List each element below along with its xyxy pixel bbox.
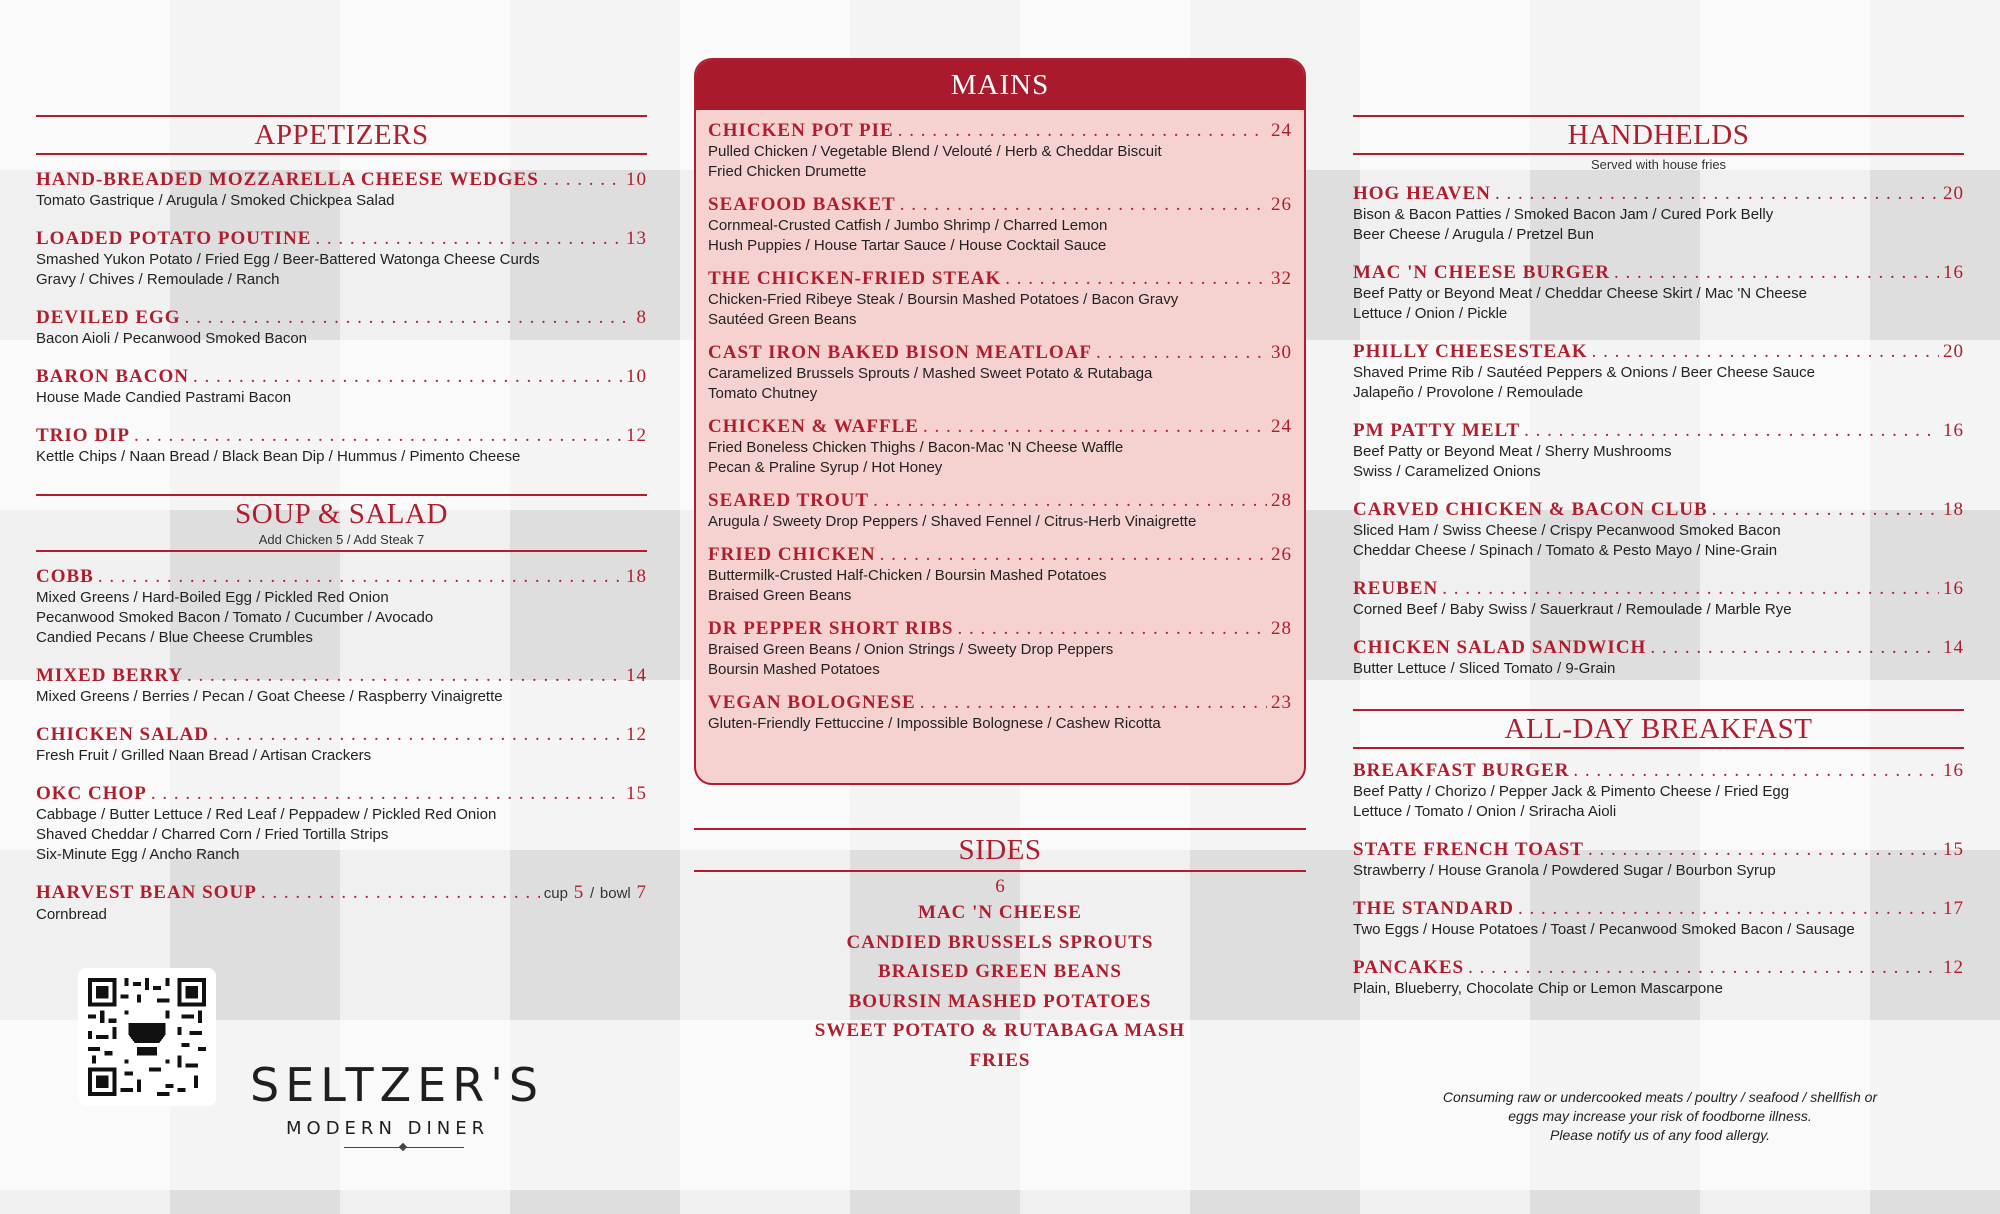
menu-item — [36, 307, 647, 349]
dot-leader — [185, 307, 633, 329]
item-name: CAST IRON BAKED BISON MEATLOAF — [708, 342, 1093, 363]
sides-header — [694, 828, 1306, 872]
dot-leader — [1712, 499, 1939, 521]
side-item: SWEET POTATO & RUTABAGA MASH — [814, 1020, 1186, 1041]
sides-title: SIDES — [958, 834, 1042, 866]
item-desc: Braised Green Beans / Onion Strings / Sweety Drop Peppers — [708, 641, 1114, 658]
item-desc: Cornbread — [36, 906, 107, 923]
item-desc: Candied Pecans / Blue Cheese Crumbles — [36, 629, 313, 646]
side-item: BOURSIN MASHED POTATOES — [848, 990, 1152, 1012]
item-name: HARVEST BEAN SOUP — [36, 882, 257, 903]
item-price — [544, 882, 647, 905]
disclaimer-line: Please notify us of any food allergy. — [1550, 1127, 1770, 1143]
qr-code-icon — [88, 978, 206, 1096]
menu-item — [1353, 499, 1964, 561]
dot-leader — [315, 228, 622, 250]
cup-label: cup — [543, 885, 568, 902]
item-desc: Bacon Aioli / Pecanwood Smoked Bacon — [36, 330, 308, 347]
menu-item — [1353, 420, 1964, 482]
menu-item — [36, 366, 647, 408]
logo-name: SELTZER'S — [250, 1058, 545, 1112]
item-desc: Caramelized Brussels Sprouts / Mashed Sweet Potato & Rutabaga — [708, 365, 1153, 382]
item-price: 10 — [626, 366, 647, 387]
dot-leader — [1588, 839, 1939, 861]
item-name: HAND-BREADED MOZZARELLA CHEESE WEDGES — [36, 169, 539, 190]
item-desc: Hush Puppies / House Tartar Sauce / House Cocktail Sauce — [708, 237, 1107, 254]
item-desc: Shaved Prime Rib / Sautéed Peppers & Onions / Beer Cheese Sauce — [1353, 364, 1815, 381]
item-desc: Braised Green Beans — [708, 587, 852, 604]
dot-leader — [543, 169, 622, 191]
item-desc: Boursin Mashed Potatoes — [708, 661, 880, 678]
menu-item — [1353, 262, 1964, 324]
side-item: MAC 'N CHEESE — [918, 902, 1082, 923]
item-desc: Pecan & Praline Syrup / Hot Honey — [708, 459, 943, 476]
item-desc: Bison & Bacon Patties / Smoked Bacon Jam / Cured Pork Belly — [1353, 206, 1774, 223]
item-name: CHICKEN POT PIE — [708, 120, 894, 141]
item-price: 20 — [1943, 341, 1964, 362]
dot-leader — [1518, 898, 1939, 920]
item-desc: Mixed Greens / Hard-Boiled Egg / Pickled Red Onion — [36, 589, 389, 606]
item-price: 28 — [1271, 490, 1292, 511]
menu-item — [708, 342, 1292, 404]
item-name: BARON BACON — [36, 366, 189, 387]
item-price: 26 — [1271, 544, 1292, 565]
item-name: DEVILED EGG — [36, 307, 181, 328]
breakfast-title: ALL-DAY BREAKFAST — [1504, 713, 1813, 745]
dot-leader — [898, 120, 1267, 142]
left-column — [36, 0, 647, 925]
item-desc: Strawberry / House Granola / Powdered Sugar / Bourbon Syrup — [1353, 862, 1776, 879]
cup-price: 5 — [573, 882, 585, 903]
dot-leader — [1650, 637, 1939, 659]
item-desc: Plain, Blueberry, Chocolate Chip or Lemon Mascarpone — [1353, 980, 1723, 997]
menu-item — [36, 228, 647, 290]
item-desc: Beer Cheese / Arugula / Pretzel Bun — [1353, 226, 1594, 243]
item-desc: Cornmeal-Crusted Catfish / Jumbo Shrimp / Charred Lemon — [708, 217, 1108, 234]
item-price: 12 — [1943, 957, 1964, 978]
handhelds-title: HANDHELDS — [1567, 119, 1750, 151]
sides-price: 6 — [995, 876, 1005, 897]
item-name: CHICKEN SALAD SANDWICH — [1353, 637, 1647, 658]
menu-item — [1353, 578, 1964, 620]
item-price: 13 — [626, 228, 647, 249]
dot-leader — [261, 882, 540, 904]
item-price: 16 — [1943, 760, 1964, 781]
menu-item — [1353, 898, 1964, 940]
item-desc: Swiss / Caramelized Onions — [1353, 463, 1541, 480]
item-desc: Gravy / Chives / Remoulade / Ranch — [36, 271, 280, 288]
menu-item — [36, 425, 647, 467]
menu-item — [708, 544, 1292, 606]
dot-leader — [880, 544, 1267, 566]
item-desc: Six-Minute Egg / Ancho Ranch — [36, 846, 240, 863]
dot-leader — [213, 724, 622, 746]
mains-list — [696, 120, 1304, 734]
item-desc: Corned Beef / Baby Swiss / Sauerkraut / Remoulade / Marble Rye — [1353, 601, 1792, 618]
handhelds-list — [1353, 183, 1964, 679]
item-desc: Beef Patty or Beyond Meat / Cheddar Cheese Skirt / Mac 'N Cheese — [1353, 285, 1807, 302]
food-safety-disclaimer — [1400, 1088, 1920, 1145]
menu-item — [36, 566, 647, 648]
item-price: 8 — [636, 307, 647, 328]
item-desc: Sautéed Green Beans — [708, 311, 857, 328]
item-price: 24 — [1271, 120, 1292, 141]
menu-item — [36, 783, 647, 865]
item-name: SEARED TROUT — [708, 490, 870, 511]
item-price: 26 — [1271, 194, 1292, 215]
item-price: 24 — [1271, 416, 1292, 437]
item-name: CHICKEN & WAFFLE — [708, 416, 919, 437]
item-name: PM PATTY MELT — [1353, 420, 1521, 441]
item-price: 17 — [1943, 898, 1964, 919]
item-price: 15 — [626, 783, 647, 804]
menu-item — [708, 268, 1292, 330]
disclaimer-line: eggs may increase your risk of foodborne illness. — [1508, 1108, 1812, 1124]
brand-logo — [250, 1060, 550, 1148]
item-price: 10 — [626, 169, 647, 190]
item-price: 20 — [1943, 183, 1964, 204]
dot-leader — [1592, 341, 1939, 363]
dot-leader — [1495, 183, 1939, 205]
item-desc: Fried Boneless Chicken Thighs / Bacon-Mac 'N Cheese Waffle — [708, 439, 1124, 456]
dot-leader — [957, 618, 1267, 640]
item-desc: Pulled Chicken / Vegetable Blend / Velouté / Herb & Cheddar Biscuit — [708, 143, 1162, 160]
item-desc: Cheddar Cheese / Spinach / Tomato & Pesto Mayo / Nine-Grain — [1353, 542, 1778, 559]
item-desc: Lettuce / Tomato / Onion / Sriracha Aioli — [1353, 803, 1617, 820]
item-name: VEGAN BOLOGNESE — [708, 692, 916, 713]
item-desc: Fresh Fruit / Grilled Naan Bread / Artisan Crackers — [36, 747, 372, 764]
menu-item — [36, 169, 647, 211]
item-desc: Sliced Ham / Swiss Cheese / Crispy Pecanwood Smoked Bacon — [1353, 522, 1781, 539]
item-name: COBB — [36, 566, 94, 587]
item-desc: Butter Lettuce / Sliced Tomato / 9-Grain — [1353, 660, 1616, 677]
item-price: 12 — [626, 724, 647, 745]
logo-divider — [344, 1147, 464, 1148]
menu-item — [708, 692, 1292, 734]
item-price: 18 — [626, 566, 647, 587]
item-price: 23 — [1271, 692, 1292, 713]
dot-leader — [1524, 420, 1939, 442]
item-desc: Beef Patty or Beyond Meat / Sherry Mushrooms — [1353, 443, 1672, 460]
item-price: 30 — [1271, 342, 1292, 363]
item-desc: Arugula / Sweety Drop Peppers / Shaved Fennel / Citrus-Herb Vinaigrette — [708, 513, 1197, 530]
item-desc: Mixed Greens / Berries / Pecan / Goat Cheese / Raspberry Vinaigrette — [36, 688, 503, 705]
item-desc: Shaved Cheddar / Charred Corn / Fried Tortilla Strips — [36, 826, 389, 843]
item-desc: Pecanwood Smoked Bacon / Tomato / Cucumber / Avocado — [36, 609, 434, 626]
menu-item — [708, 618, 1292, 680]
side-item: CANDIED BRUSSELS SPROUTS — [846, 931, 1154, 953]
breakfast-header — [1353, 709, 1964, 749]
item-price: 12 — [626, 425, 647, 446]
dot-leader — [1614, 262, 1939, 284]
item-price: 15 — [1943, 839, 1964, 860]
menu-item — [36, 665, 647, 707]
item-desc: Tomato Gastrique / Arugula / Smoked Chickpea Salad — [36, 192, 395, 209]
breakfast-list — [1353, 760, 1964, 999]
qr-code[interactable] — [78, 968, 216, 1106]
dot-leader — [873, 490, 1267, 512]
menu-item — [708, 416, 1292, 478]
menu-item — [36, 724, 647, 766]
item-price: 14 — [1943, 637, 1964, 658]
item-name: PANCAKES — [1353, 957, 1465, 978]
item-name: REUBEN — [1353, 578, 1439, 599]
sides-section — [694, 828, 1306, 1075]
item-name: LOADED POTATO POUTINE — [36, 228, 312, 249]
bowl-price: 7 — [636, 882, 647, 903]
item-price: 16 — [1943, 262, 1964, 283]
menu-item — [1353, 957, 1964, 999]
dot-leader — [1005, 268, 1267, 290]
dot-leader — [1573, 760, 1939, 782]
side-item: FRIES — [969, 1049, 1031, 1071]
item-desc: Two Eggs / House Potatoes / Toast / Pecanwood Smoked Bacon / Sausage — [1353, 921, 1855, 938]
logo-subtitle: MODERN DINER — [286, 1118, 490, 1139]
item-name: PHILLY CHEESESTEAK — [1353, 341, 1588, 362]
item-name: CHICKEN SALAD — [36, 724, 209, 745]
menu-item — [1353, 839, 1964, 881]
item-name: THE CHICKEN-FRIED STEAK — [708, 268, 1002, 289]
bowl-label: bowl — [599, 885, 631, 902]
dot-leader — [1096, 342, 1267, 364]
right-column — [1353, 0, 1964, 999]
item-desc: Chicken-Fried Ribeye Steak / Boursin Mashed Potatoes / Bacon Gravy — [708, 291, 1179, 308]
item-name: STATE FRENCH TOAST — [1353, 839, 1584, 860]
item-desc: Jalapeño / Provolone / Remoulade — [1353, 384, 1584, 401]
item-desc: Beef Patty / Chorizo / Pepper Jack & Pimento Cheese / Fried Egg — [1353, 783, 1790, 800]
item-desc: Buttermilk-Crusted Half-Chicken / Boursin Mashed Potatoes — [708, 567, 1107, 584]
menu-item — [708, 120, 1292, 182]
item-desc: Smashed Yukon Potato / Fried Egg / Beer-Battered Watonga Cheese Curds — [36, 251, 540, 268]
dot-leader — [1442, 578, 1939, 600]
dot-leader — [151, 783, 622, 805]
menu-item — [1353, 341, 1964, 403]
item-name: DR PEPPER SHORT RIBS — [708, 618, 954, 639]
item-name: MAC 'N CHEESE BURGER — [1353, 262, 1610, 283]
item-price: 32 — [1271, 268, 1292, 289]
dot-leader — [187, 665, 622, 687]
item-price: 18 — [1943, 499, 1964, 520]
handhelds-header — [1353, 115, 1964, 155]
item-name: BREAKFAST BURGER — [1353, 760, 1570, 781]
menu-item — [708, 194, 1292, 256]
item-name: SEAFOOD BASKET — [708, 194, 896, 215]
menu-item — [1353, 637, 1964, 679]
item-name: THE STANDARD — [1353, 898, 1515, 919]
dot-leader — [920, 692, 1267, 714]
item-name: MIXED BERRY — [36, 665, 184, 686]
item-price: 16 — [1943, 578, 1964, 599]
item-name: FRIED CHICKEN — [708, 544, 876, 565]
item-desc: House Made Candied Pastrami Bacon — [36, 389, 292, 406]
dot-leader — [900, 194, 1267, 216]
mains-panel — [694, 58, 1306, 785]
menu-item — [1353, 183, 1964, 245]
dot-leader — [134, 425, 622, 447]
soup-salad-title: SOUP & SALAD — [235, 498, 448, 530]
appetizers-list — [36, 169, 647, 467]
mains-title: MAINS — [696, 60, 1304, 110]
disclaimer-line: Consuming raw or undercooked meats / poultry / seafood / shellfish or — [1442, 1089, 1878, 1105]
handhelds-note: Served with house fries — [1590, 157, 1727, 172]
item-price: 16 — [1943, 420, 1964, 441]
menu-item — [36, 882, 647, 925]
item-price: 28 — [1271, 618, 1292, 639]
dot-leader — [1468, 957, 1939, 979]
item-desc: Gluten-Friendly Fettuccine / Impossible Bolognese / Cashew Ricotta — [708, 715, 1161, 732]
item-name: TRIO DIP — [36, 425, 131, 446]
item-desc: Tomato Chutney — [708, 385, 818, 402]
item-desc: Fried Chicken Drumette — [708, 163, 867, 180]
dot-leader — [193, 366, 622, 388]
item-name: OKC CHOP — [36, 783, 147, 804]
side-item: BRAISED GREEN BEANS — [878, 961, 1122, 982]
dot-leader — [98, 566, 622, 588]
soup-salad-header — [36, 494, 647, 552]
price-separator: / — [589, 885, 595, 902]
soup-salad-note: Add Chicken 5 / Add Steak 7 — [258, 532, 425, 547]
item-name: CARVED CHICKEN & BACON CLUB — [1353, 499, 1708, 520]
appetizers-title: APPETIZERS — [254, 119, 429, 151]
soup-salad-list — [36, 566, 647, 925]
menu-item — [1353, 760, 1964, 822]
item-name: HOG HEAVEN — [1353, 183, 1491, 204]
dot-leader — [923, 416, 1267, 438]
appetizers-header — [36, 115, 647, 155]
menu-item — [708, 490, 1292, 532]
item-desc: Kettle Chips / Naan Bread / Black Bean Dip / Hummus / Pimento Cheese — [36, 448, 521, 465]
item-desc: Cabbage / Butter Lettuce / Red Leaf / Peppadew / Pickled Red Onion — [36, 806, 497, 823]
item-desc: Lettuce / Onion / Pickle — [1353, 305, 1508, 322]
item-price: 14 — [626, 665, 647, 686]
